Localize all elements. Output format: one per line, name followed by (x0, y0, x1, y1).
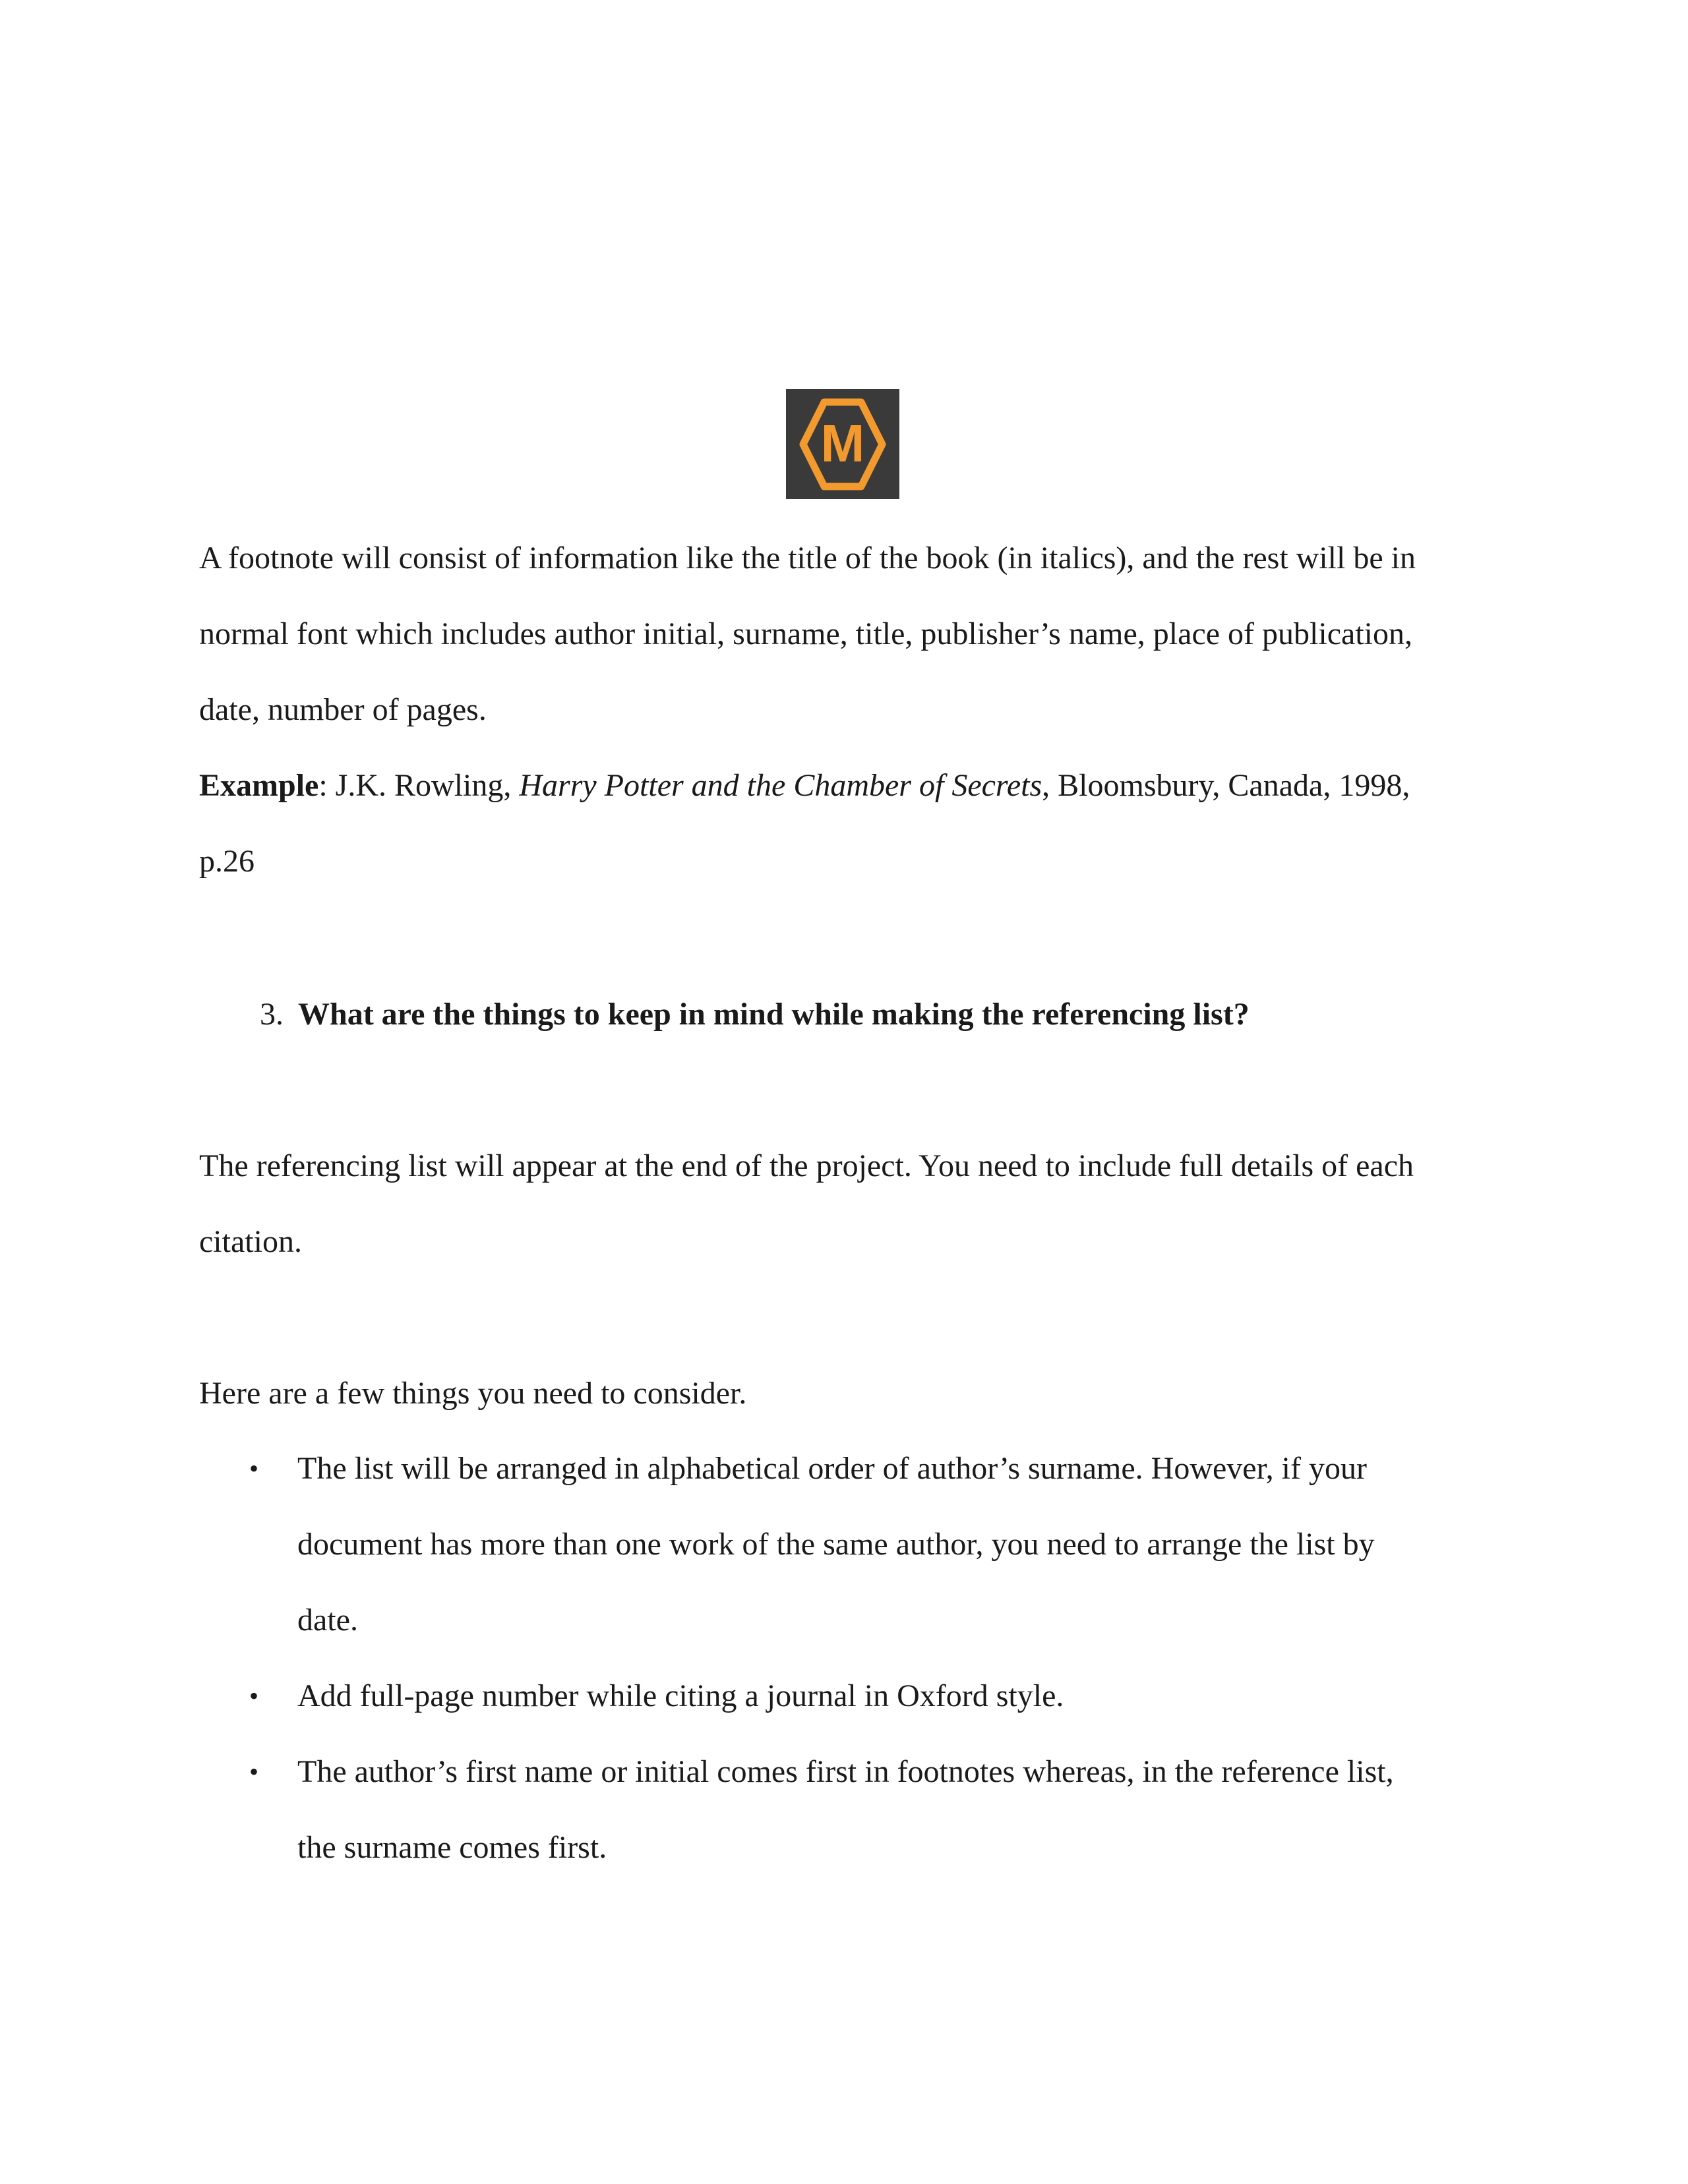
logo-letter: M (820, 414, 865, 473)
example-line-1 (199, 748, 1492, 823)
m-hexagon-icon (786, 389, 899, 499)
list-item (199, 1658, 1518, 1734)
bullet-marker: • (249, 1454, 259, 1483)
bullet-marker: • (249, 1757, 259, 1786)
list-item-line: document has more than one work of the same author, you need to arrange the list by (297, 1527, 1375, 1562)
list-item-line: date. (297, 1603, 358, 1638)
section-heading (199, 976, 1250, 1052)
example-label: Example (199, 768, 319, 803)
paragraph-footnote-line-2: normal font which includes author initial, surname, title, publisher’s name, place of publication, (199, 616, 1412, 651)
bullet-marker: • (249, 1681, 259, 1711)
example-book-title: Harry Potter and the Chamber of Secrets (519, 768, 1042, 803)
heading-number: 3. (260, 997, 284, 1032)
example-publication: , Bloomsbury, Canada, 1998, (1042, 768, 1410, 803)
considerations-list (199, 1431, 1518, 1885)
list-item-line: The list will be arranged in alphabetical order of author’s surname. However, if your (297, 1451, 1367, 1486)
list-item-line: The author’s first name or initial comes first in footnotes whereas, in the reference list, (297, 1754, 1394, 1789)
example-author: : J.K. Rowling, (318, 768, 520, 803)
example-line-2: p.26 (199, 844, 255, 879)
heading-text: What are the things to keep in mind while making the referencing list? (298, 997, 1250, 1032)
list-item (199, 1734, 1518, 1885)
paragraph-footnote-line-3: date, number of pages. (199, 692, 487, 727)
list-item-line: the surname comes first. (297, 1830, 607, 1865)
brand-logo (786, 389, 899, 499)
list-item (199, 1431, 1518, 1658)
paragraph-reference-list-line-2: citation. (199, 1224, 302, 1259)
list-item-line: Add full-page number while citing a journal in Oxford style. (297, 1678, 1064, 1713)
paragraph-reference-list-line-1: The referencing list will appear at the end of the project. You need to include full details of each (199, 1148, 1414, 1183)
paragraph-footnote-line-1: A footnote will consist of information like the title of the book (in italics), and the rest will be in (199, 541, 1416, 576)
paragraph-considerations: Here are a few things you need to consider. (199, 1376, 747, 1411)
